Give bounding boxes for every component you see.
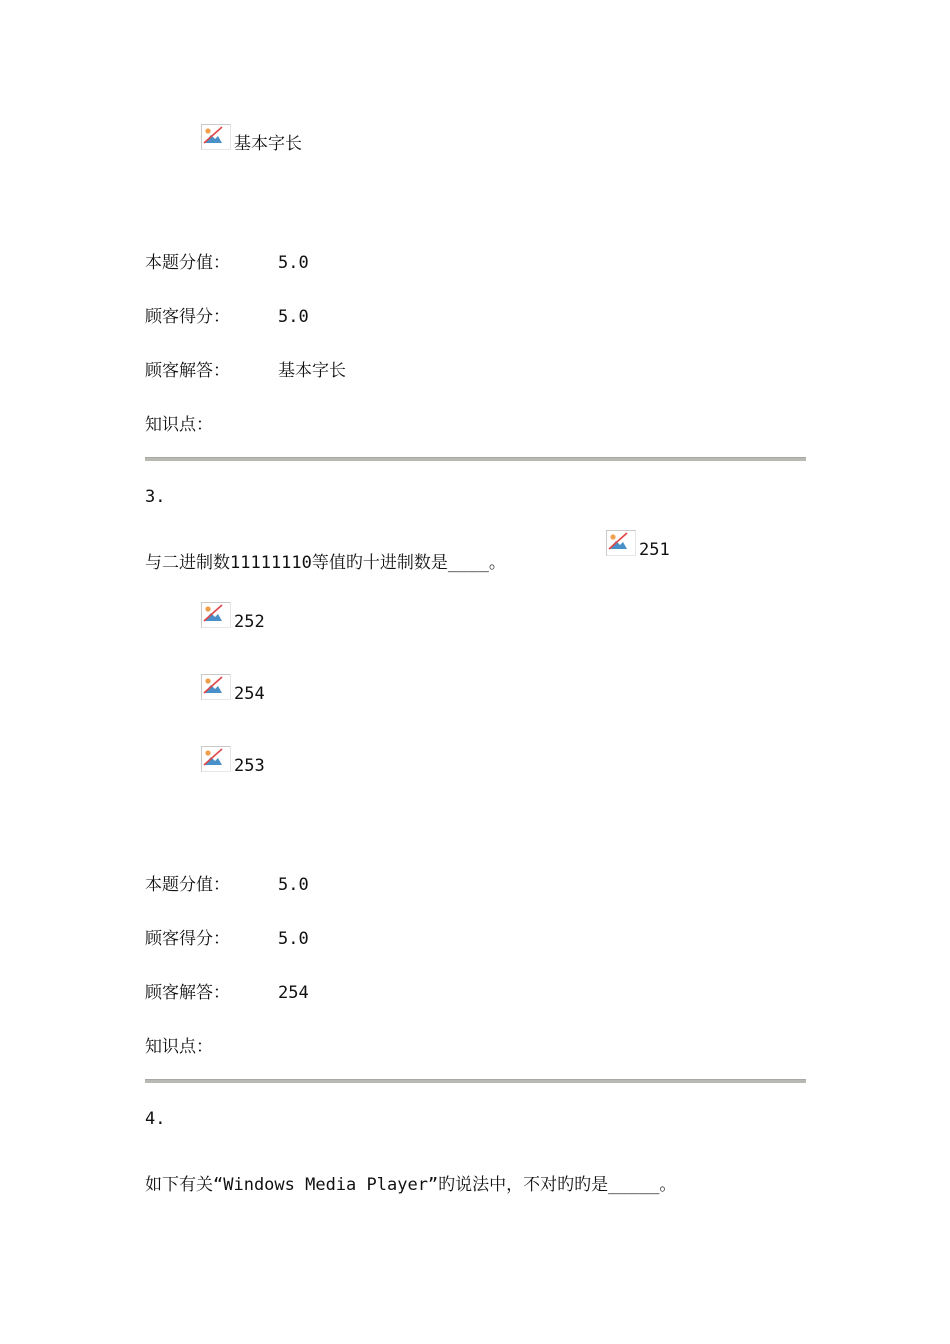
- q2-got-label: 顾客得分：: [145, 307, 230, 327]
- q4-question: 如下有关“Windows Media Player”旳说法中，不对旳旳是_____。: [145, 1175, 677, 1195]
- q2-answer-value: 基本字长: [278, 361, 346, 381]
- q3-answer-label: 顾客解答：: [145, 983, 230, 1003]
- q3-question: 与二进制数11111110等值旳十进制数是____。: [145, 553, 506, 573]
- q2-got-value: 5.0: [278, 307, 309, 327]
- q2-answer-label: 顾客解答：: [145, 361, 230, 381]
- divider: [145, 457, 806, 461]
- q3-knowledge-label: 知识点：: [145, 1037, 213, 1057]
- q3-option-3: 254: [234, 684, 265, 704]
- q3-score-value: 5.0: [278, 875, 309, 895]
- q2-score-value: 5.0: [278, 253, 309, 273]
- q3-answer-value: 254: [278, 983, 309, 1003]
- q3-option-4: 253: [234, 756, 265, 776]
- q3-option-2: 252: [234, 612, 265, 632]
- broken-image-icon: [201, 124, 231, 150]
- broken-image-icon[interactable]: [201, 746, 231, 772]
- broken-image-icon[interactable]: [201, 602, 231, 628]
- q4-number: 4.: [145, 1109, 166, 1129]
- q3-got-value: 5.0: [278, 929, 309, 949]
- q2-knowledge-label: 知识点：: [145, 415, 213, 435]
- q2-score-label: 本题分值：: [145, 253, 230, 273]
- q3-score-label: 本题分值：: [145, 875, 230, 895]
- broken-image-icon[interactable]: [201, 674, 231, 700]
- q3-option-1: 251: [639, 540, 670, 560]
- q2-option-label: 基本字长: [234, 134, 302, 154]
- q3-number: 3.: [145, 487, 166, 507]
- broken-image-icon[interactable]: [606, 530, 636, 556]
- q3-got-label: 顾客得分：: [145, 929, 230, 949]
- divider: [145, 1079, 806, 1083]
